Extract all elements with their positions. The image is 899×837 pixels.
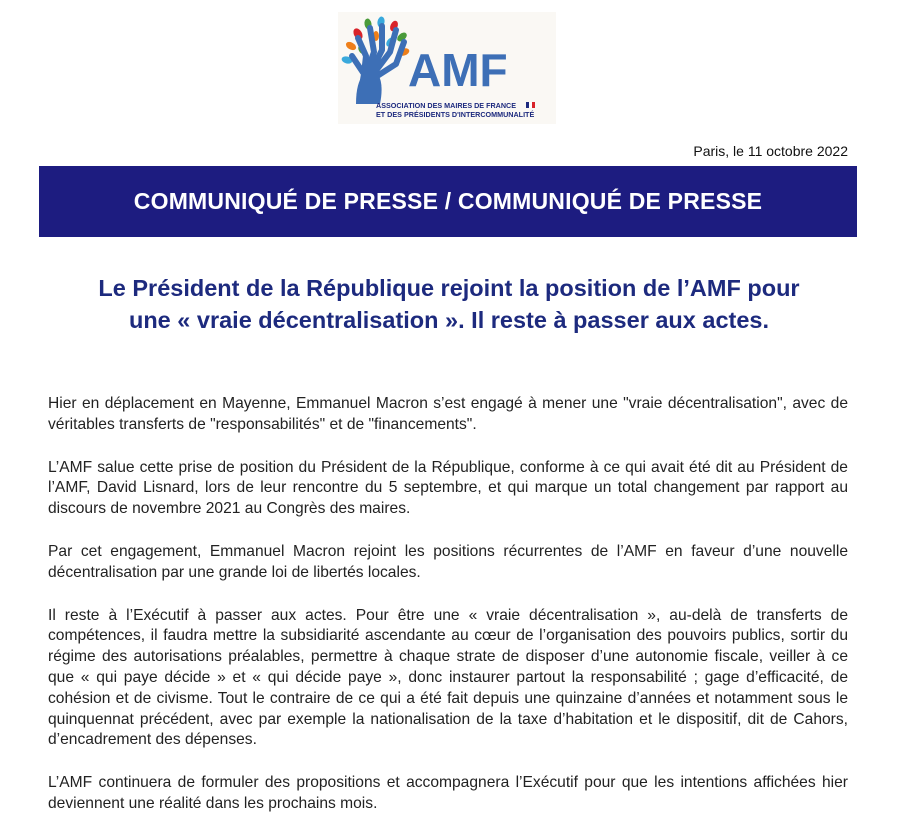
headline-line-1: Le Président de la République rejoint la position de l’AMF pour xyxy=(98,275,800,301)
paragraph: Par cet engagement, Emmanuel Macron rejoint les positions récurrentes de l’AMF en faveur d’une nouvelle décentralisation par une grande loi de libertés locales. xyxy=(48,542,848,581)
press-release-banner xyxy=(39,166,857,237)
french-flag-icon xyxy=(526,102,535,108)
paragraph: L’AMF salue cette prise de position du Président de la République, conforme à ce qui avait été dit au Président de l’AMF, David Lisnard, lors de leur rencontre du 5 septembre, et qui marque un total changement par rapport au discours de novembre 2021 au Congrès des maires. xyxy=(48,458,848,518)
paragraph: Il reste à l’Exécutif à passer aux actes. Pour être une « vraie décentralisation », au-delà de transferts de compétences, il faudra mettre la subsidiarité ascendante au cœur de l’organisation des pouvoirs publics, sortir du régime des autorisations préalables, permettre à chaque strate de disposer d’une autonomie fiscale, veiller à ce que « qui paye décide » et « qui décide paye », donc instaurer partout la responsabilité ; gage d’efficacité, de cohésion et de civisme. Tout le contraire de ce qui a été fait depuis une quinzaine d’années et notamment sous le quinquennat précédent, avec par exemple la nationalisation de la taxe d’habitation et le dispositif, dit de Cahors, d’encadrement des dépenses. xyxy=(48,606,848,749)
amf-wordmark: AMF xyxy=(408,44,508,96)
paragraph: L’AMF continuera de formuler des propositions et accompagnera l’Exécutif pour que les intentions affichées hier deviennent une réalité dans les prochains mois. xyxy=(48,774,848,812)
amf-subtitle-line1: ASSOCIATION DES MAIRES DE FRANCE xyxy=(376,101,517,110)
headline xyxy=(40,272,858,336)
amf-subtitle-line2: ET DES PRÉSIDENTS D'INTERCOMMUNALITÉ xyxy=(376,110,535,119)
document-date: Paris, le 11 octobre 2022 xyxy=(693,143,848,159)
headline-line-2: une « vraie décentralisation ». Il reste à passer aux actes. xyxy=(128,307,770,333)
paragraph: Hier en déplacement en Mayenne, Emmanuel Macron s’est engagé à mener une "vraie décentralisation", avec de véritables transferts de "responsabilités" et de "financements". xyxy=(48,395,848,433)
press-release-body xyxy=(48,394,848,837)
amf-logo xyxy=(338,12,556,124)
banner-title: COMMUNIQUÉ DE PRESSE / COMMUNIQUÉ DE PRESSE xyxy=(133,188,763,214)
amf-logo-graphic xyxy=(338,12,556,124)
